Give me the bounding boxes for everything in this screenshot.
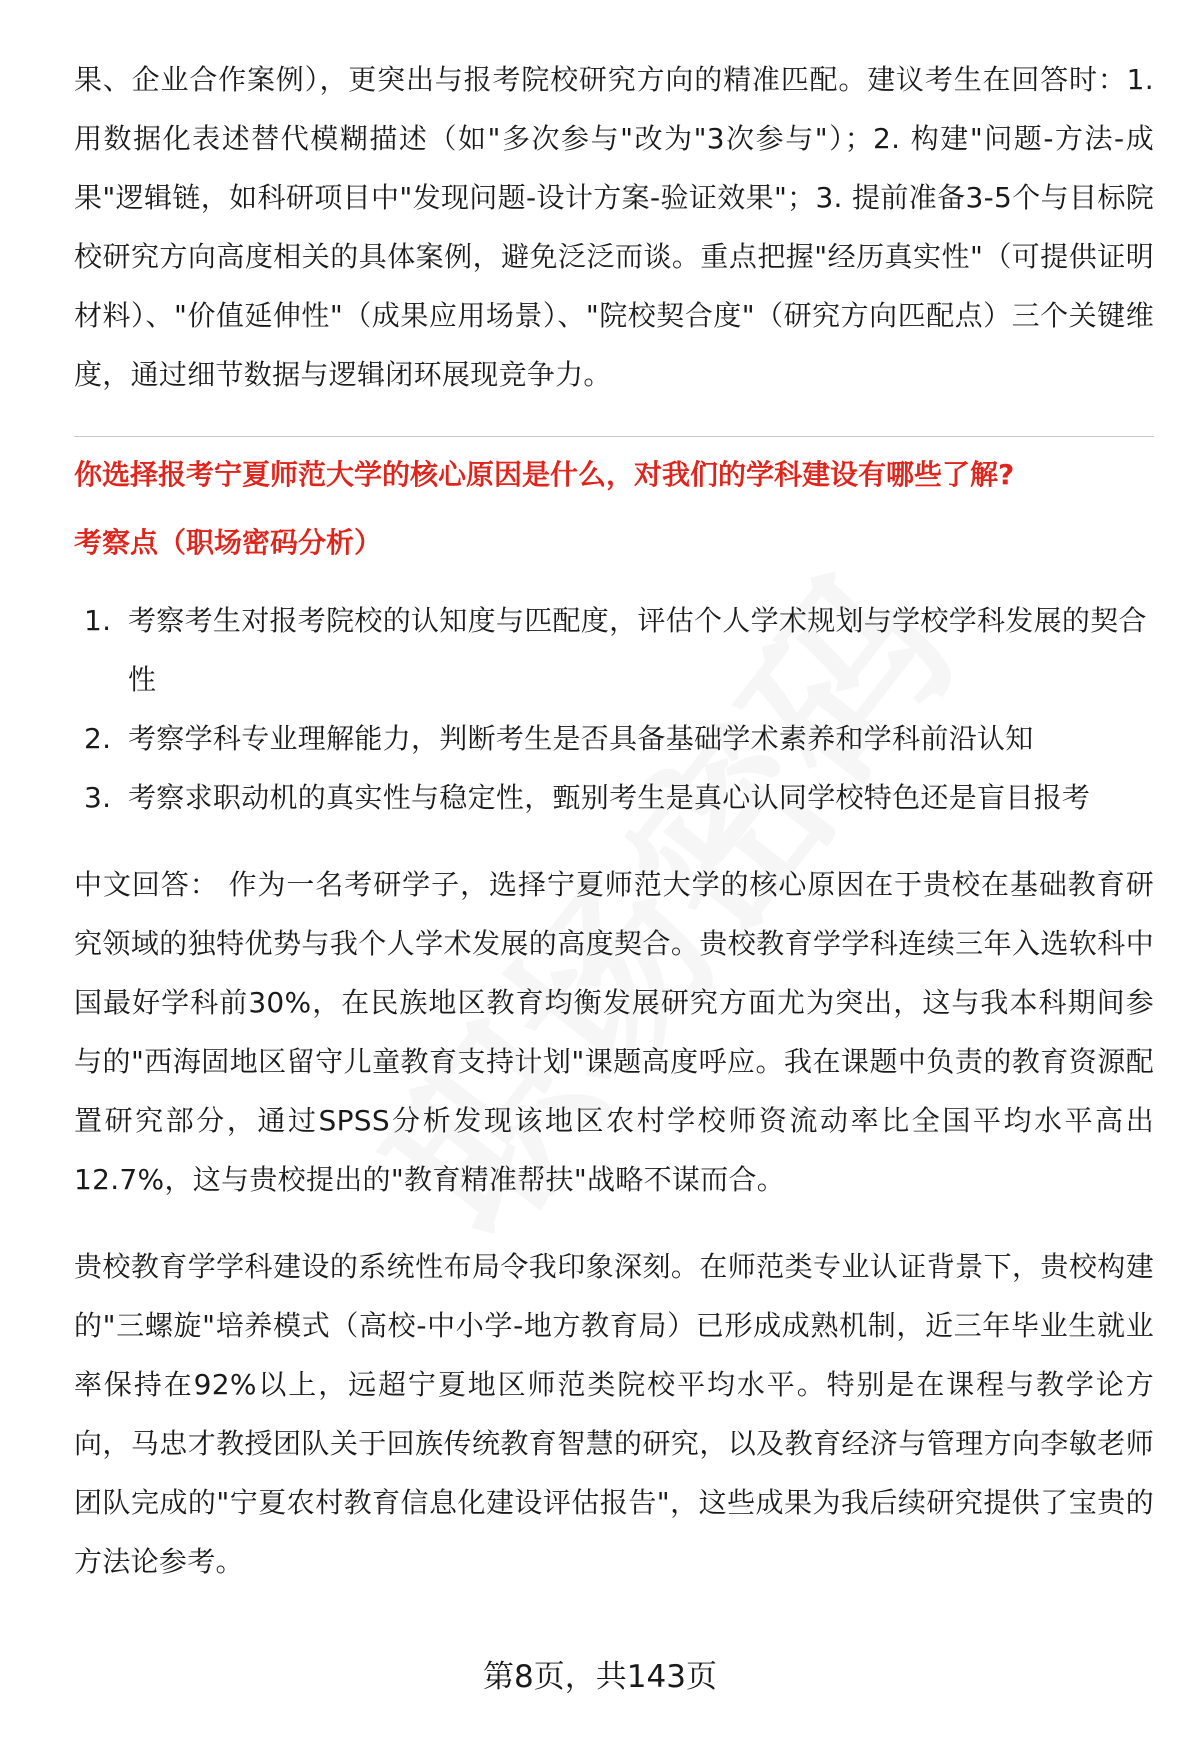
list-item (74, 591, 1154, 709)
document-page (74, 50, 1154, 1591)
answer-paragraph-1: 中文回答： 作为一名考研学子，选择宁夏师范大学的核心原因在于贵校在基础教育研究领域的独特优势与我个人学术发展的高度契合。贵校教育学学科连续三年入选软科中国最好学科前30%，在民族地区教育均衡发展研究方面尤为突出，这与我本科期间参与的"西海固地区留守儿童教育支持计划"课题高度呼应。我在课题中负责的教育资源配置研究部分，通过SPSS分析发现该地区农村学校师资流动率比全国平均水平高出12.7%，这与贵校提出的"教育精准帮扶"战略不谋而合。 (74, 868, 1154, 1196)
answer-paragraph-2: 贵校教育学学科建设的系统性布局令我印象深刻。在师范类专业认证背景下，贵校构建的"三螺旋"培养模式（高校-中小学-地方教育局）已形成成熟机制，近三年毕业生就业率保持在92%以上，远超宁夏地区师范类院校平均水平。特别是在课程与教学论方向，马忠才教授团队关于回族传统教育智慧的研究，以及教育经济与管理方向李敏老师团队完成的"宁夏农村教育信息化建设评估报告"，这些成果为我后续研究提供了宝贵的方法论参考。 (74, 1250, 1154, 1578)
list-item (74, 768, 1154, 827)
interview-question: 你选择报考宁夏师范大学的核心原因是什么，对我们的学科建设有哪些了解? (74, 458, 1015, 491)
list-item-text: 考察求职动机的真实性与稳定性，甄别考生是真心认同学校特色还是盲目报考 (128, 781, 1091, 814)
list-item (74, 709, 1154, 768)
section-divider (74, 436, 1154, 437)
assessment-list (74, 591, 1154, 827)
list-item-text: 考察考生对报考院校的认知度与匹配度，评估个人学术规划与学校学科发展的契合性 (128, 604, 1147, 696)
list-item-text: 考察学科专业理解能力，判断考生是否具备基础学术素养和学科前沿认知 (128, 722, 1034, 755)
page-number-footer: 第8页，共143页 (483, 1659, 717, 1695)
list-item-number: 2. (84, 722, 112, 755)
assessment-heading: 考察点（职场密码分析） (74, 526, 383, 559)
list-item-number: 1. (84, 604, 112, 637)
list-item-number: 3. (84, 781, 112, 814)
intro-paragraph: 果、企业合作案例），更突出与报考院校研究方向的精准匹配。建议考生在回答时：1. 用数据化表述替代模糊描述（如"多次参与"改为"3次参与"）；2. 构建"问题-方法-成果"逻辑链，如科研项目中"发现问题-设计方案-验证效果"；3. 提前准备3-5个与目标院校研究方向高度相关的具体案例，避免泛泛而谈。重点把握"经历真实性"（可提供证明材料）、"价值延伸性"（成果应用场景）、"院校契合度"（研究方向匹配点）三个关键维度，通过细节数据与逻辑闭环展现竞争力。 (74, 63, 1154, 391)
